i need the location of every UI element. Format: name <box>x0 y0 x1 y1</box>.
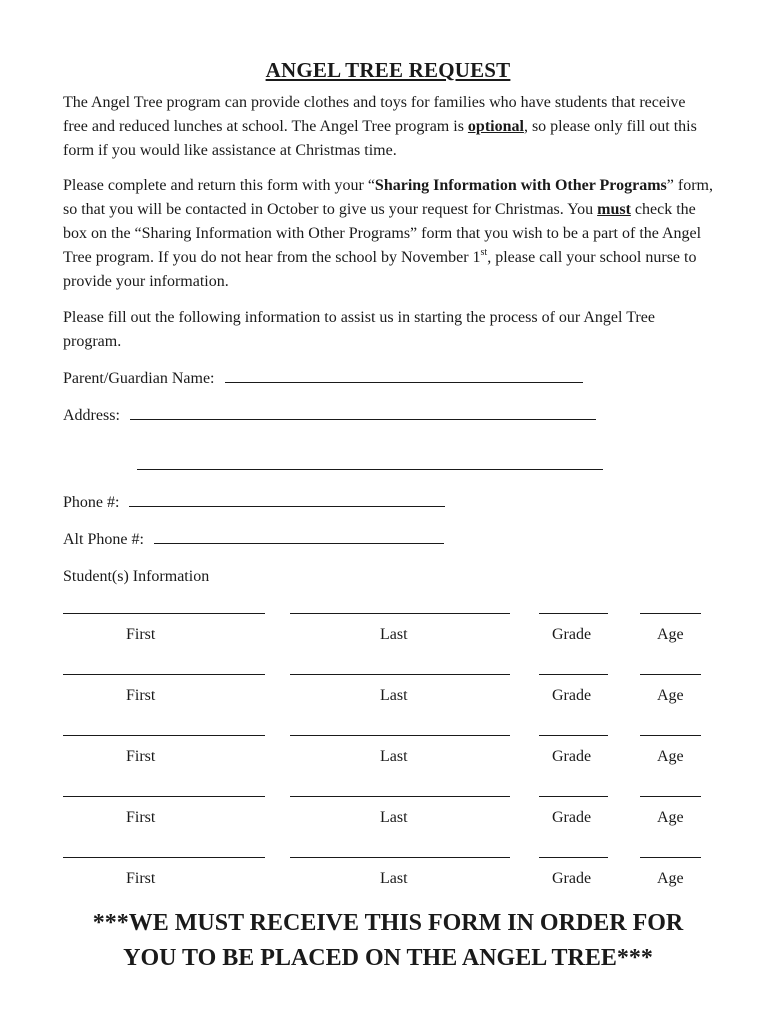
student-grade-input-line[interactable] <box>539 796 608 797</box>
alt-phone-label: Alt Phone #: <box>63 531 144 548</box>
students-table <box>63 603 713 908</box>
student-row <box>63 847 713 908</box>
intro-text-2b: ” form, so that you will be contacted in October to give us your request for Christmas. You <box>63 177 713 218</box>
student-first-input-line[interactable] <box>63 674 265 675</box>
student-first-label: First <box>126 870 156 887</box>
student-grade-label: Grade <box>552 870 592 887</box>
student-first-label: First <box>126 626 156 643</box>
student-grade-label: Grade <box>552 687 592 704</box>
student-age-label: Age <box>657 870 684 887</box>
student-grade-input-line[interactable] <box>539 613 608 614</box>
intro-text-2d: , please call your school nurse to provide your information. <box>63 249 697 290</box>
student-first-input-line[interactable] <box>63 613 265 614</box>
alt-phone-input-line[interactable] <box>154 528 444 544</box>
student-last-label: Last <box>380 687 408 704</box>
student-last-input-line[interactable] <box>290 796 510 797</box>
important-notice <box>63 906 713 976</box>
form-title: ANGEL TREE REQUEST <box>265 58 511 82</box>
parent-guardian-label: Parent/Guardian Name: <box>63 370 215 387</box>
student-last-label: Last <box>380 748 408 765</box>
student-row <box>63 664 713 725</box>
student-last-input-line[interactable] <box>290 613 510 614</box>
student-grade-input-line[interactable] <box>539 857 608 858</box>
phone-label: Phone #: <box>63 494 120 511</box>
intro-text-1a: The Angel Tree program can provide clothes and toys for families who have students that receive free and reduced lunches at school. The Angel Tree program is <box>63 94 686 135</box>
student-age-label: Age <box>657 748 684 765</box>
intro-paragraph-program <box>63 91 713 163</box>
student-row <box>63 603 713 664</box>
address-label: Address: <box>63 407 120 424</box>
student-age-label: Age <box>657 687 684 704</box>
student-last-input-line[interactable] <box>290 674 510 675</box>
ordinal-suffix: st <box>480 247 488 258</box>
student-first-label: First <box>126 687 156 704</box>
address-input-line-1[interactable] <box>130 404 596 420</box>
intro-text-2c: check the box on the “Sharing Information with Other Programs” form that you wish to be a part of the Angel Tree program. If you do not hear from the school by November 1 <box>63 201 702 266</box>
address-field-continued <box>63 454 713 478</box>
student-last-label: Last <box>380 809 408 826</box>
intro-text-2a: Please complete and return this form with your “ <box>63 177 375 194</box>
student-first-label: First <box>126 809 156 826</box>
notice-line-1: ***WE MUST RECEIVE THIS FORM IN ORDER FOR <box>92 910 684 936</box>
student-age-input-line[interactable] <box>640 796 701 797</box>
student-last-label: Last <box>380 870 408 887</box>
notice-line-2: YOU TO BE PLACED ON THE ANGEL TREE*** <box>123 945 653 971</box>
student-age-input-line[interactable] <box>640 674 701 675</box>
intro-paragraph-fill-out: Please fill out the following information to assist us in starting the process of our Angel Tree program. <box>63 309 655 350</box>
sharing-info-form-name: Sharing Information with Other Programs <box>374 177 667 194</box>
student-grade-label: Grade <box>552 626 592 643</box>
alt-phone-field <box>63 528 713 552</box>
student-first-input-line[interactable] <box>63 796 265 797</box>
student-first-label: First <box>126 748 156 765</box>
student-first-input-line[interactable] <box>63 735 265 736</box>
student-age-label: Age <box>657 809 684 826</box>
phone-field <box>63 491 713 515</box>
student-row <box>63 786 713 847</box>
student-grade-label: Grade <box>552 748 592 765</box>
student-age-input-line[interactable] <box>640 735 701 736</box>
parent-guardian-field <box>63 367 713 391</box>
parent-guardian-input-line[interactable] <box>225 367 583 383</box>
student-age-input-line[interactable] <box>640 857 701 858</box>
intro-text-1b: , so please only fill out this form if you would like assistance at Christmas time. <box>63 118 697 159</box>
student-grade-label: Grade <box>552 809 592 826</box>
must-emphasis: must <box>597 201 631 218</box>
form-page <box>63 58 713 971</box>
optional-emphasis: optional <box>467 118 524 135</box>
student-grade-input-line[interactable] <box>539 674 608 675</box>
student-last-input-line[interactable] <box>290 857 510 858</box>
intro-paragraph-instructions <box>63 174 713 294</box>
students-heading: Student(s) Information <box>63 568 210 585</box>
address-input-line-2[interactable] <box>137 454 603 470</box>
student-first-input-line[interactable] <box>63 857 265 858</box>
student-age-input-line[interactable] <box>640 613 701 614</box>
student-age-label: Age <box>657 626 684 643</box>
address-field <box>63 404 713 428</box>
phone-input-line[interactable] <box>129 491 445 507</box>
student-last-label: Last <box>380 626 408 643</box>
student-last-input-line[interactable] <box>290 735 510 736</box>
student-grade-input-line[interactable] <box>539 735 608 736</box>
student-row <box>63 725 713 786</box>
